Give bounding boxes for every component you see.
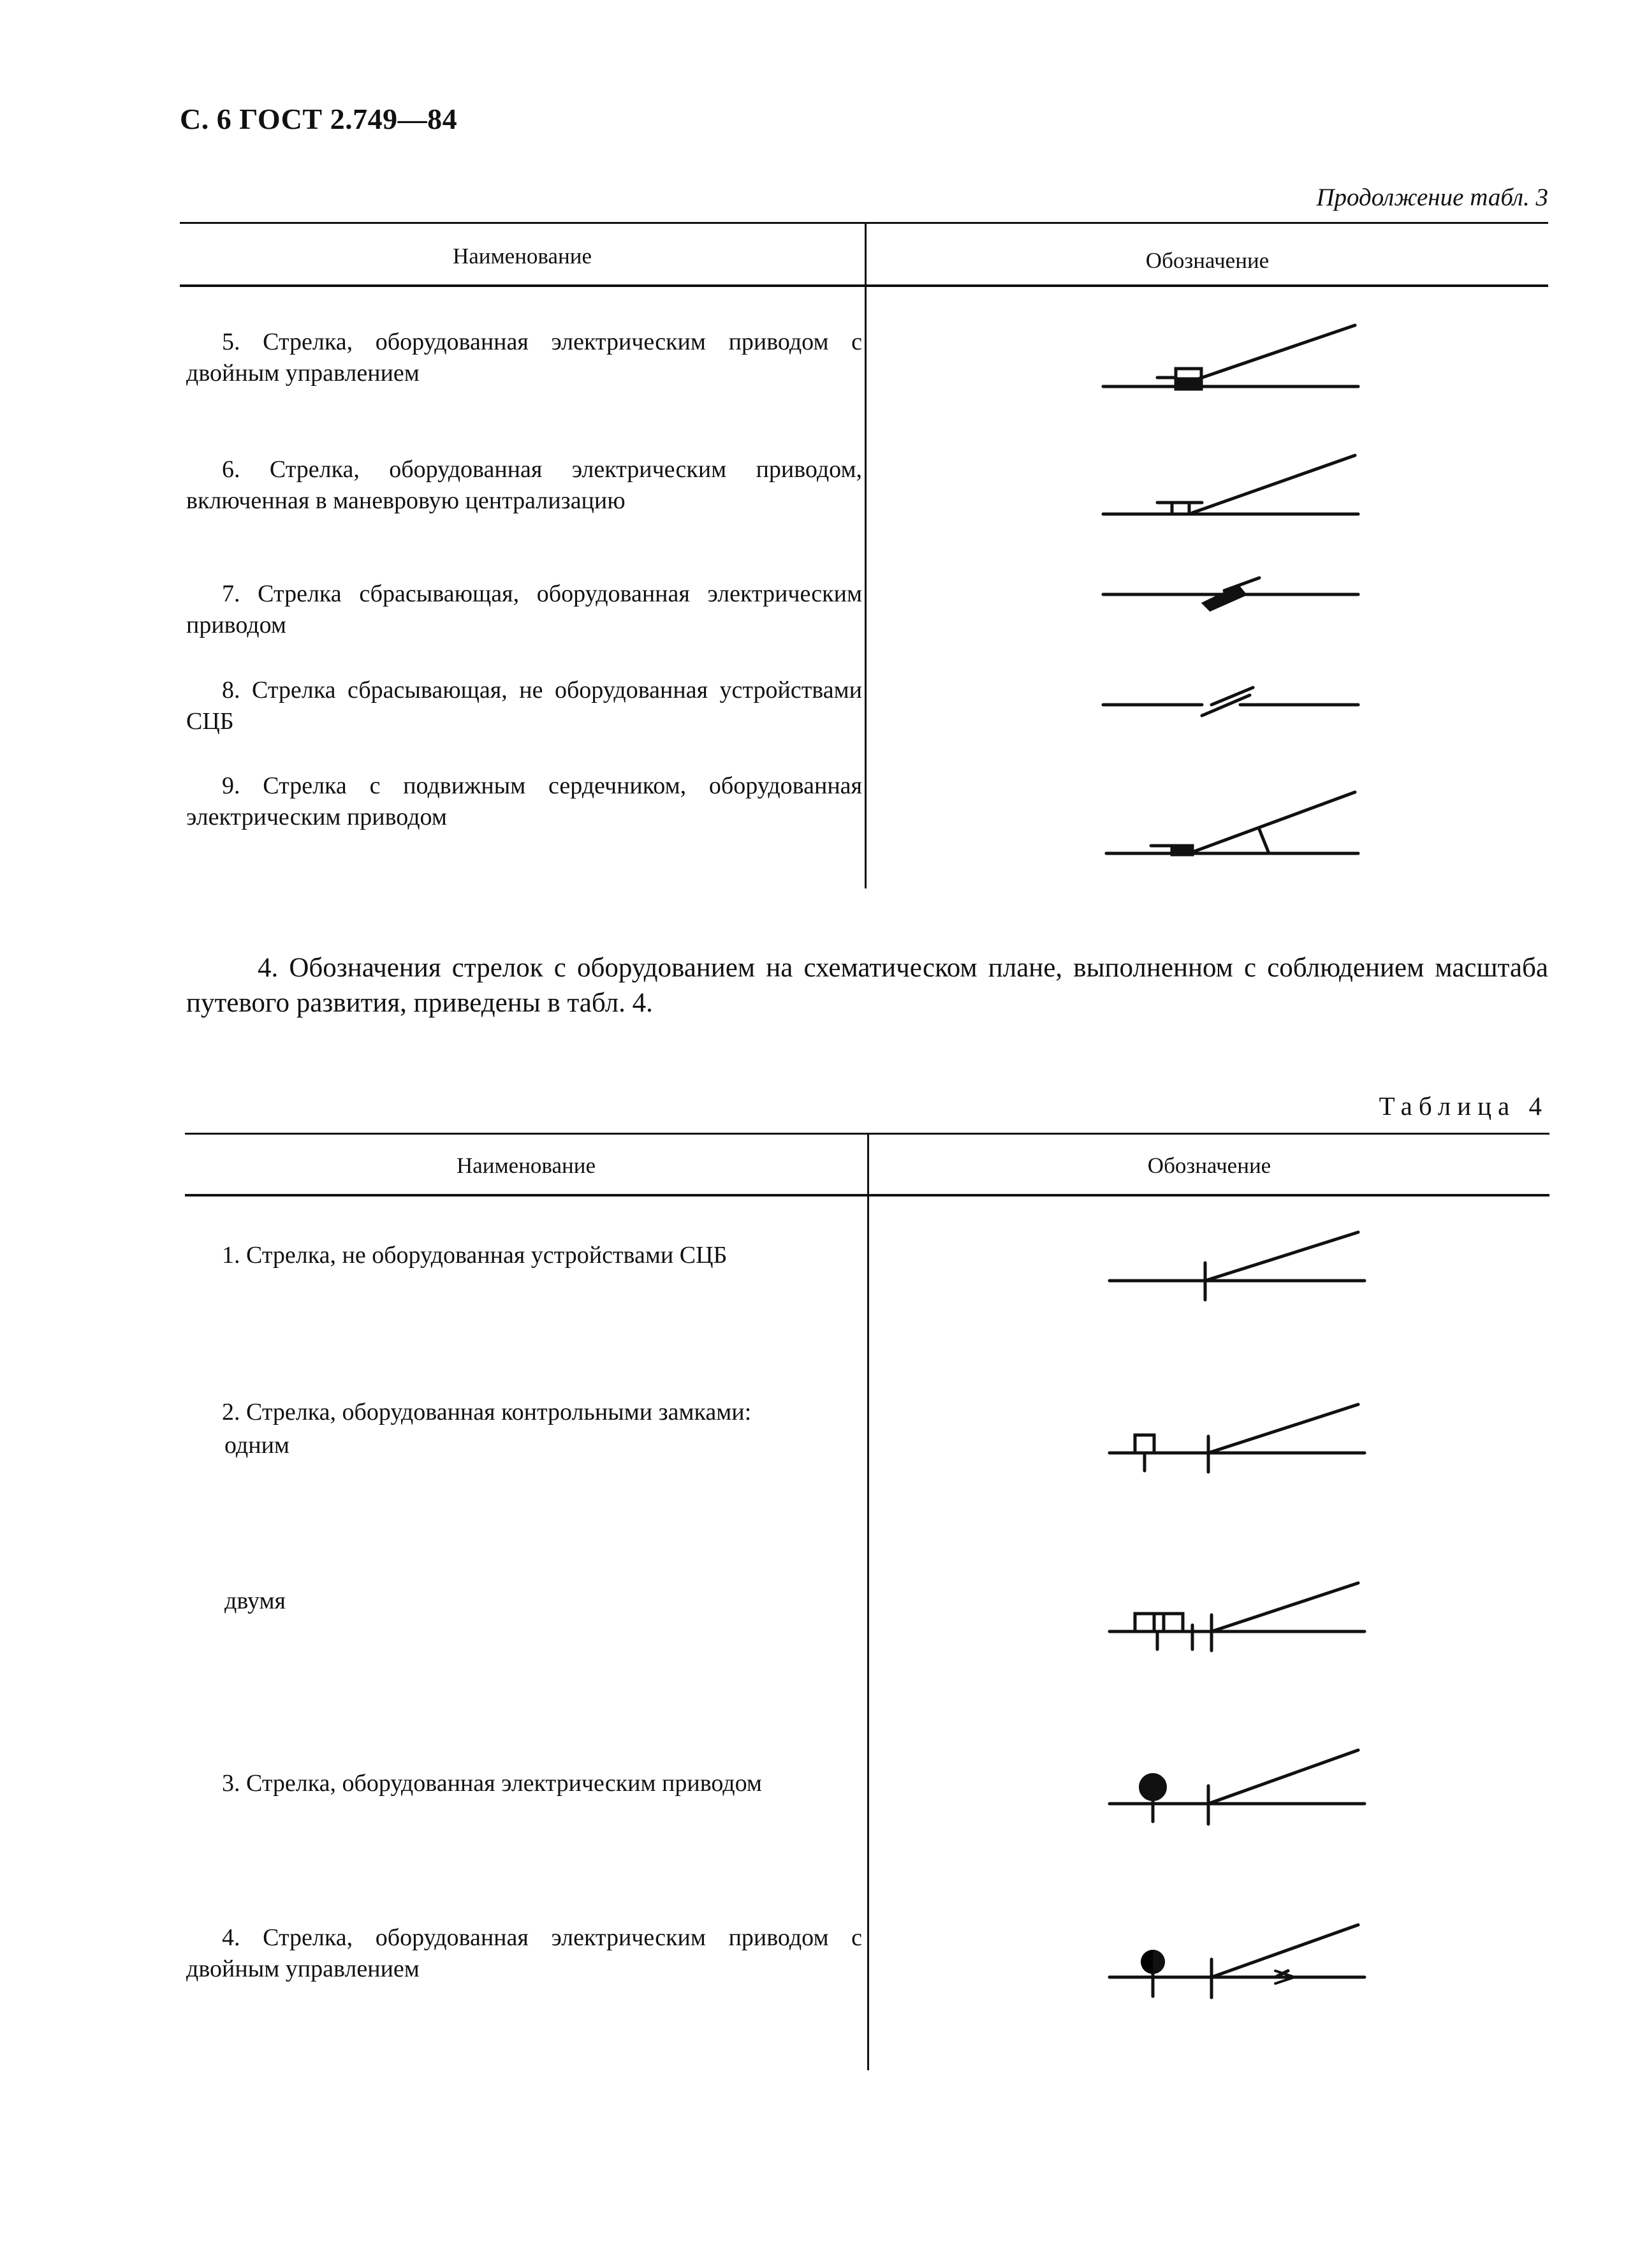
table-3-row-7-name: 7. Стрелка сбрасывающая, оборудованная электрическим приводом [186, 580, 862, 638]
switch-plain-symbol [1103, 1225, 1371, 1307]
switch-one-lock-symbol [1103, 1397, 1371, 1480]
table-3-header-symbol: Обозначение [1145, 248, 1270, 273]
switch-two-locks-symbol [1103, 1575, 1371, 1658]
switch-movable-frog-symbol [1097, 782, 1365, 865]
table-4-row-4-name: 4. Стрелка, оборудованная электрическим приводом с двойным управлением [186, 1924, 862, 1982]
continuation-note: Продолжение табл. 3 [1316, 184, 1548, 211]
table-3-column-divider [865, 222, 867, 888]
table-3-header-rule [180, 284, 1548, 287]
body-paragraph: 4. Обозначения стрелок с оборудованием на схематическом плане, выполненном с соблюдением масштаба путевого развития, приведены в табл. 4. [186, 953, 1548, 1018]
table-4-title: Таблица 4 [1379, 1091, 1548, 1121]
table-3-header-name: Наименование [452, 244, 592, 269]
table-4-row-1-name: 1. Стрелка, не оборудованная устройствами СЦБ [222, 1242, 728, 1269]
derail-plain-symbol [1097, 676, 1365, 727]
table-3-row-6-name: 6. Стрелка, оборудованная электрическим приводом, включенная в маневровую централизацию [186, 456, 862, 514]
table-4-header-name: Наименование [456, 1153, 596, 1178]
switch-dual-control-symbol [1097, 319, 1365, 402]
switch-electric-dual-symbol [1103, 1913, 1371, 2009]
table-4-row-2-sub: одним [224, 1432, 289, 1459]
table-4-header-symbol: Обозначение [1147, 1153, 1271, 1178]
derail-electric-symbol [1097, 568, 1365, 619]
table-3-row-9-name: 9. Стрелка с подвижным сердечником, оборудованная электрическим приводом [186, 772, 862, 830]
table-4-row-2b-name: двумя [224, 1587, 286, 1614]
table-3-top-rule [180, 222, 1548, 224]
switch-electric-symbol [1103, 1740, 1371, 1836]
table-4-row-3-name: 3. Стрелка, оборудованная электрическим приводом [222, 1770, 762, 1797]
table-3-row-5-name: 5. Стрелка, оборудованная электрическим приводом с двойным управлением [186, 328, 862, 387]
switch-shunting-symbol [1097, 448, 1365, 524]
table-4-row-2-name: 2. Стрелка, оборудованная контрольными замками: [222, 1399, 752, 1425]
table-4-column-divider [867, 1133, 869, 2070]
table-3-row-8-name: 8. Стрелка сбрасывающая, не оборудованная устройствами СЦБ [186, 677, 862, 735]
page-header: С. 6 ГОСТ 2.749—84 [180, 103, 458, 135]
table-4-header-rule [185, 1194, 1549, 1197]
